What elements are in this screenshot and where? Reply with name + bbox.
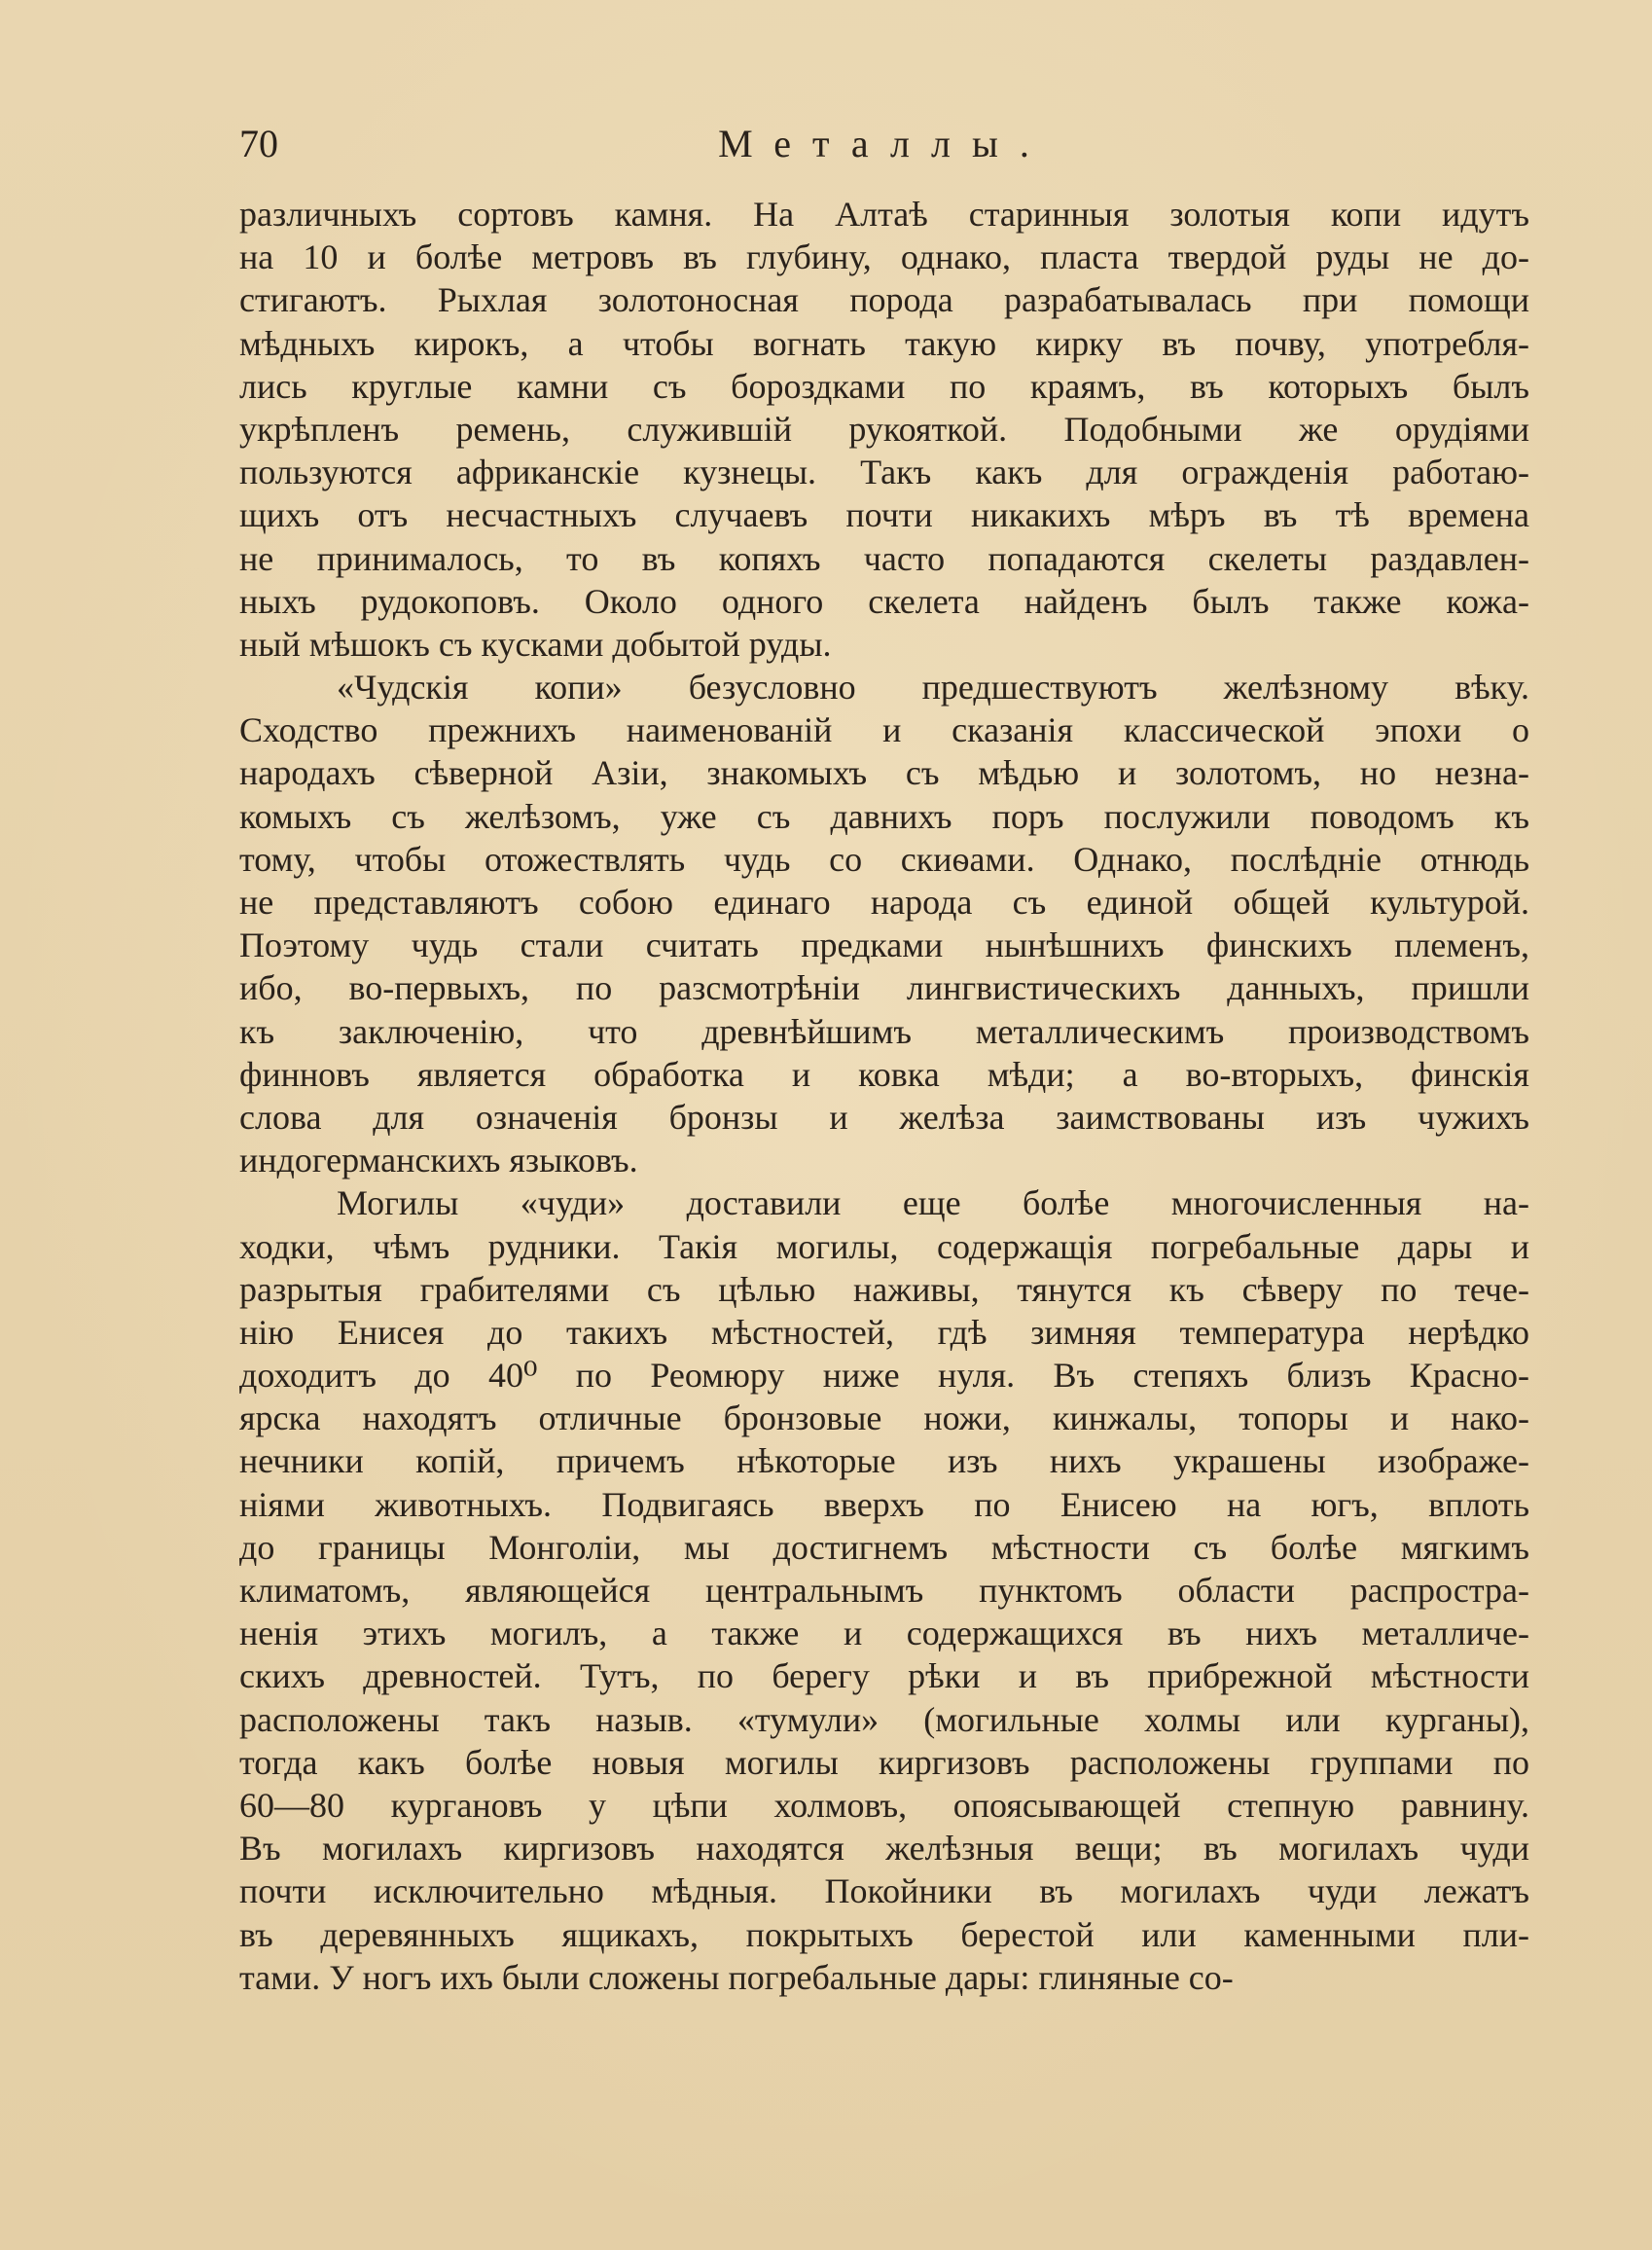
text-line: разрытыя грабителями съ цѣлью наживы, тянутся къ сѣверу по тече- [239, 1269, 1529, 1309]
text-line: тогда какъ болѣе новыя могилы киргизовъ расположены группами по [239, 1742, 1529, 1782]
text-line: лись круглые камни съ бороздками по краямъ, въ которыхъ былъ [239, 366, 1529, 406]
text-line: до границы Монголіи, мы достигнемъ мѣстности съ болѣе мягкимъ [239, 1527, 1529, 1567]
text-line: мѣдныхъ кирокъ, а чтобы вогнать такую кирку въ почву, употребля- [239, 323, 1529, 363]
text-line: почти исключительно мѣдныя. Покойники въ могилахъ чуди лежатъ [239, 1871, 1529, 1911]
text-line: на 10 и болѣе метровъ въ глубину, однако, пласта твердой руды не до- [239, 237, 1529, 277]
text-line: нію Енисея до такихъ мѣстностей, гдѣ зимняя температура нерѣдко [239, 1312, 1529, 1352]
running-title: Металлы. [718, 122, 1051, 165]
text-line: Поэтому чудь стали считать предками нынѣшнихъ финскихъ племенъ, [239, 925, 1529, 965]
text-line: 60—80 кургановъ у цѣпи холмовъ, опоясывающей степную равнину. [239, 1785, 1529, 1825]
text-line: доходитъ до 40⁰ по Реомюру ниже нуля. Въ степяхъ близъ Красно- [239, 1356, 1529, 1396]
text-line: индогерманскихъ языковъ. [239, 1141, 638, 1180]
text-line: ибо, во-первыхъ, по разсмотрѣніи лингвистическихъ данныхъ, пришли [239, 968, 1529, 1008]
text-line: ніями животныхъ. Подвигаясь вверхъ по Енисею на югъ, вплоть [239, 1484, 1529, 1524]
text-line: климатомъ, являющейся центральнымъ пунктомъ области распростра- [239, 1571, 1529, 1610]
text-line: Въ могилахъ киргизовъ находятся желѣзныя вещи; въ могилахъ чуди [239, 1829, 1529, 1869]
text-line: Сходство прежнихъ наименованій и сказанія классической эпохи о [239, 710, 1529, 750]
text-line: финновъ является обработка и ковка мѣди; а во-вторыхъ, финскія [239, 1054, 1529, 1094]
text-line: не принималось, то въ копяхъ часто попадаются скелеты раздавлен- [239, 538, 1529, 578]
text-line: «Чудскія копи» безусловно предшествуютъ желѣзному вѣку. [337, 668, 1529, 708]
paragraph [239, 666, 1529, 1181]
text-line: народахъ сѣверной Азіи, знакомыхъ съ мѣдью и золотомъ, но незна- [239, 753, 1529, 793]
text-line: стигаютъ. Рыхлая золотоносная порода разрабатывалась при помощи [239, 280, 1529, 320]
text-line: ходки, чѣмъ рудники. Такія могилы, содержащія погребальные дары и [239, 1226, 1529, 1266]
body-text [239, 193, 1529, 1999]
text-line: ярска находятъ отличные бронзовые ножи, кинжалы, топоры и нако- [239, 1398, 1529, 1438]
text-line: скихъ древностей. Тутъ, по берегу рѣки и въ прибрежной мѣстности [239, 1656, 1529, 1696]
text-line: въ деревянныхъ ящикахъ, покрытыхъ берестой или каменными пли- [239, 1914, 1529, 1954]
text-line: различныхъ сортовъ камня. На Алтаѣ старинныя золотыя копи идутъ [239, 195, 1529, 234]
text-line: щихъ отъ несчастныхъ случаевъ почти никакихъ мѣръ въ тѣ времена [239, 495, 1529, 535]
text-line: пользуются африканскіе кузнецы. Такъ какъ для огражденія работаю- [239, 453, 1529, 492]
text-line: расположены такъ назыв. «тумули» (могильные холмы или курганы), [239, 1699, 1529, 1739]
text-line: тому, чтобы отожествлять чудь со скиѳами. Однако, послѣдніе отнюдь [239, 839, 1529, 879]
text-line: комыхъ съ желѣзомъ, уже съ давнихъ поръ послужили поводомъ къ [239, 796, 1529, 836]
paragraph [239, 193, 1529, 666]
text-line: тами. У ногъ ихъ были сложены погребальные дары: глиняные со- [239, 1957, 1234, 1997]
page-number: 70 [239, 122, 278, 165]
text-line: слова для означенія бронзы и желѣза заимствованы изъ чужихъ [239, 1097, 1529, 1137]
text-line: укрѣпленъ ремень, служившій рукояткой. Подобными же орудіями [239, 409, 1529, 449]
text-line: ныхъ рудокоповъ. Около одного скелета найденъ былъ также кожа- [239, 581, 1529, 621]
text-line: ненія этихъ могилъ, а также и содержащихся въ нихъ металличе- [239, 1614, 1529, 1653]
page-header [239, 115, 1529, 173]
text-line: къ заключенію, что древнѣйшимъ металлическимъ производствомъ [239, 1011, 1529, 1051]
paragraph [239, 1181, 1529, 1999]
text-line: нечники копій, причемъ нѣкоторые изъ нихъ украшены изображе- [239, 1441, 1529, 1481]
text-line: ный мѣшокъ съ кусками добытой руды. [239, 624, 832, 664]
text-line: не представляютъ собою единаго народа съ единой общей культурой. [239, 883, 1529, 922]
text-line: Могилы «чуди» доставили еще болѣе многочисленныя на- [337, 1183, 1529, 1223]
